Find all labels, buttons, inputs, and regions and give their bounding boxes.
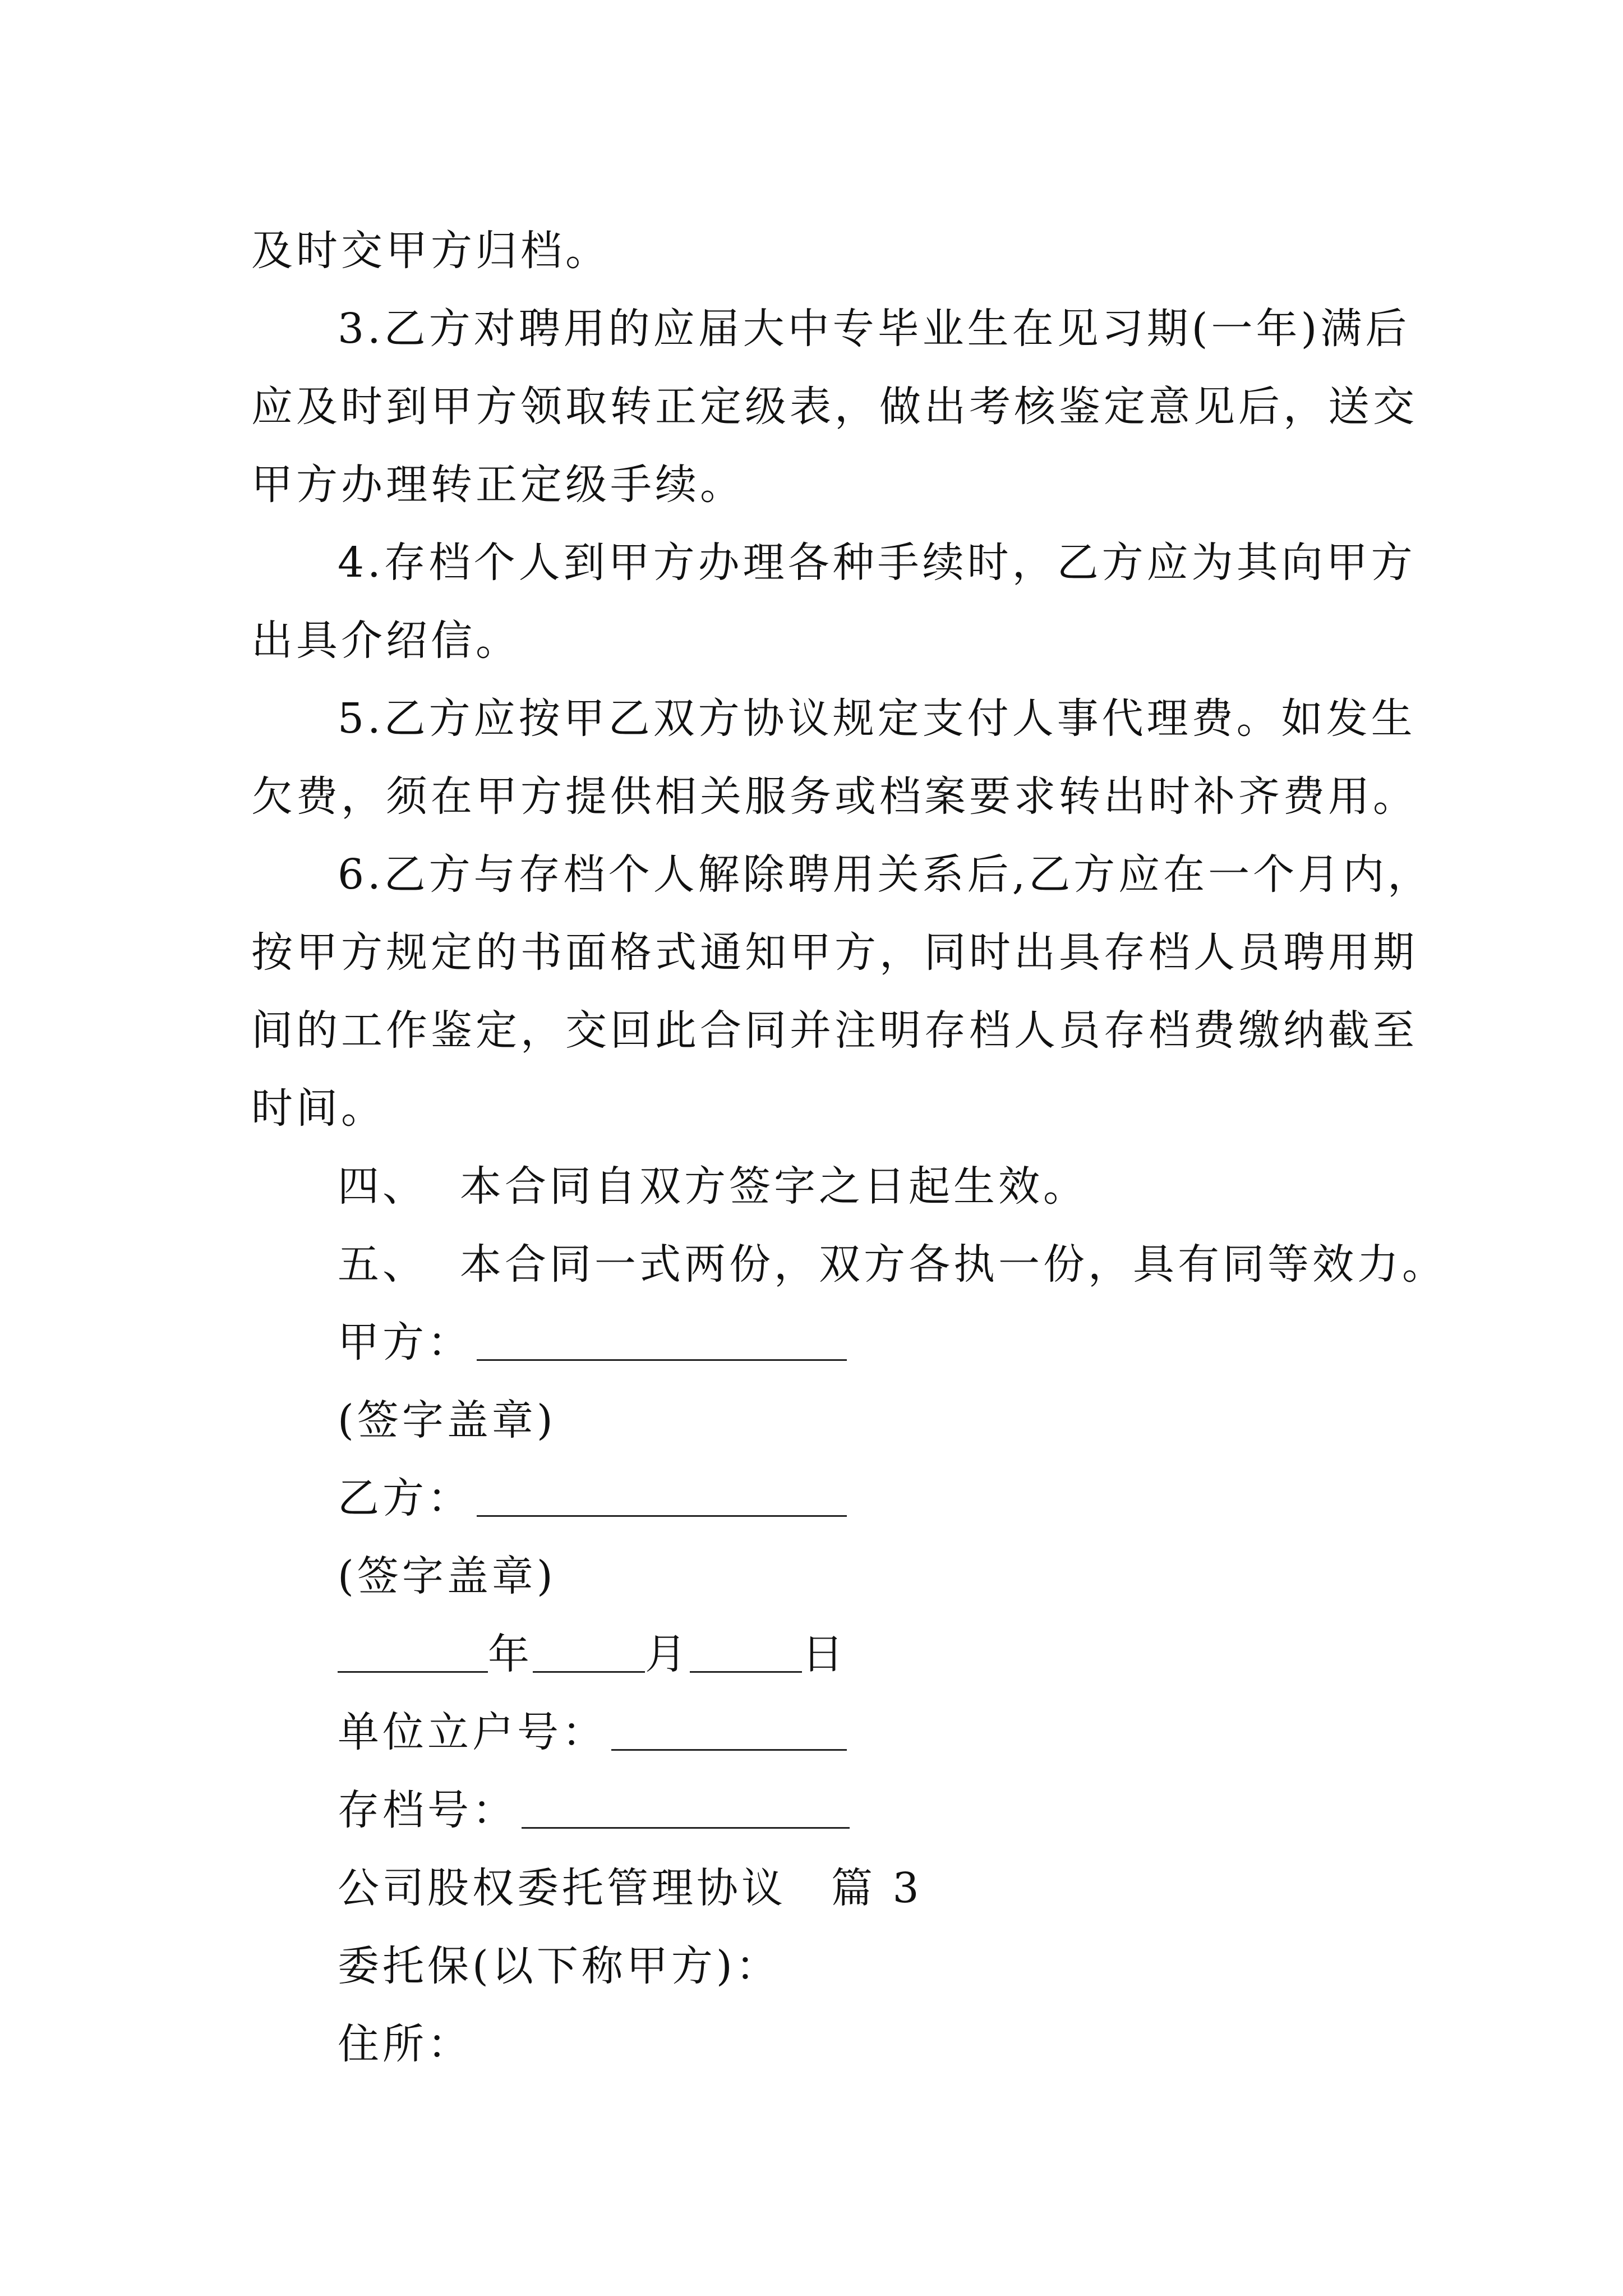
clause-3-line-1: 3.乙方对聘用的应届大中专毕业生在见习期(一年)满后 <box>338 305 1410 353</box>
party-a-label: 甲方： <box>338 1318 472 1366</box>
archive-number-blank <box>522 1793 850 1829</box>
archive-number-label: 存档号： <box>338 1786 517 1834</box>
section-title: 公司股权委托管理协议 <box>338 1864 786 1912</box>
party-b-seal-note: (签字盖章) <box>338 1552 556 1600</box>
clause-3-line-2: 应及时到甲方领取转正定级表，做出考核鉴定意见后，送交 <box>251 383 1418 431</box>
article-four-number: 四、 <box>338 1162 427 1211</box>
contract-body <box>251 212 1447 2083</box>
archive-number-line <box>251 1772 1401 1849</box>
clause-4-line-1: 4.存档个人到甲方办理各种手续时，乙方应为其向甲方 <box>338 539 1416 587</box>
paragraph-line: 及时交甲方归档。 <box>251 227 610 275</box>
principal-line: 委托保(以下称甲方)： <box>338 1942 781 1990</box>
date-line <box>251 1616 1401 1694</box>
article-five-number: 五、 <box>338 1240 427 1289</box>
article-four <box>251 1148 1401 1226</box>
clause-6-line-2: 按甲方规定的书面格式通知甲方，同时出具存档人员聘用期 <box>251 928 1418 977</box>
clause-6-line-4: 时间。 <box>251 1084 386 1133</box>
party-a-signature-line <box>251 1304 1401 1382</box>
day-label: 日 <box>802 1630 847 1678</box>
address-line: 住所： <box>338 2020 472 2068</box>
unit-account-label: 单位立户号： <box>338 1708 607 1756</box>
day-blank <box>690 1637 802 1673</box>
year-blank <box>338 1637 488 1673</box>
article-five <box>251 1226 1447 1304</box>
month-blank <box>533 1637 645 1673</box>
clause-5-line-1: 5.乙方应按甲乙双方协议规定支付人事代理费。如发生 <box>338 694 1416 743</box>
clause-4-line-2: 出具介绍信。 <box>251 616 520 665</box>
party-b-blank <box>477 1481 847 1517</box>
party-b-signature-line <box>251 1460 1401 1538</box>
article-five-text: 本合同一式两份，双方各执一份，具有同等效力。 <box>460 1240 1447 1289</box>
party-a-seal-note: (签字盖章) <box>338 1396 556 1444</box>
clause-6-line-3: 间的工作鉴定，交回此合同并注明存档人员存档费缴纳截至 <box>251 1006 1418 1055</box>
clause-6-line-1: 6.乙方与存档个人解除聘用关系后,乙方应在一个月内， <box>338 850 1433 899</box>
clause-3-line-3: 甲方办理转正定级手续。 <box>251 461 745 509</box>
party-a-blank <box>477 1326 847 1361</box>
unit-account-blank <box>611 1715 847 1751</box>
year-label: 年 <box>488 1630 533 1678</box>
section-part-number: 篇 3 <box>831 1864 923 1912</box>
unit-account-line <box>251 1694 1401 1772</box>
section-heading <box>251 1849 1401 1927</box>
clause-5-line-2: 欠费，须在甲方提供相关服务或档案要求转出时补齐费用。 <box>251 772 1418 821</box>
month-label: 月 <box>645 1630 690 1678</box>
party-b-label: 乙方： <box>338 1474 472 1522</box>
article-four-text: 本合同自双方签字之日起生效。 <box>460 1162 1088 1211</box>
